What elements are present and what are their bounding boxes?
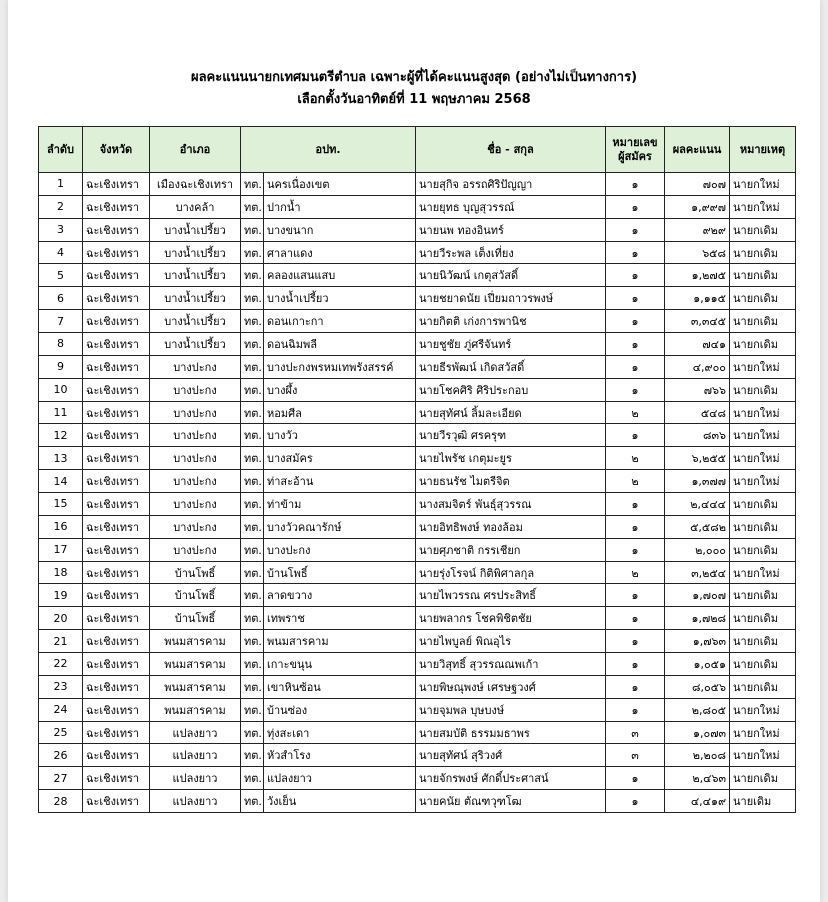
table-row bbox=[39, 195, 796, 218]
cell-org-name: พนมสารคาม bbox=[264, 630, 416, 653]
table-row bbox=[39, 241, 796, 264]
cell-no: 27 bbox=[39, 767, 83, 790]
cell-no: 28 bbox=[39, 790, 83, 813]
cell-candidate-no: ๒ bbox=[606, 561, 665, 584]
cell-person-name: นายไพบูลย์ พิณอุไร bbox=[416, 630, 606, 653]
cell-votes: ๔,๙๐๐ bbox=[665, 355, 730, 378]
cell-org-type: ทต. bbox=[241, 767, 264, 790]
cell-note: นายกเดิม bbox=[730, 333, 796, 356]
cell-org-name: บางผึ้ง bbox=[264, 378, 416, 401]
cell-org-name: ทุ่งสะเดา bbox=[264, 721, 416, 744]
cell-no: 18 bbox=[39, 561, 83, 584]
header-note: หมายเหตุ bbox=[730, 127, 796, 173]
cell-province: ฉะเชิงเทรา bbox=[83, 333, 150, 356]
cell-org-name: ศาลาแดง bbox=[264, 241, 416, 264]
cell-candidate-no: ๓ bbox=[606, 744, 665, 767]
cell-org-name: นครเนื่องเขต bbox=[264, 173, 416, 196]
cell-note: นายกเดิม bbox=[730, 310, 796, 333]
cell-votes: ๒,๒๐๘ bbox=[665, 744, 730, 767]
cell-no: 19 bbox=[39, 584, 83, 607]
table-row bbox=[39, 561, 796, 584]
cell-org-name: บางปะกง bbox=[264, 538, 416, 561]
cell-candidate-no: ๑ bbox=[606, 653, 665, 676]
cell-org-name: บ้านซ่อง bbox=[264, 698, 416, 721]
cell-person-name: นายชยาดนัย เปี่ยมถาวรพงษ์ bbox=[416, 287, 606, 310]
cell-org-name: เกาะขนุน bbox=[264, 653, 416, 676]
cell-candidate-no: ๑ bbox=[606, 767, 665, 790]
cell-votes: ๕๔๘ bbox=[665, 401, 730, 424]
cell-note: นายกใหม่ bbox=[730, 721, 796, 744]
cell-province: ฉะเชิงเทรา bbox=[83, 538, 150, 561]
cell-amphoe: บางน้ำเปรี้ยว bbox=[150, 218, 241, 241]
cell-org-type: ทต. bbox=[241, 264, 264, 287]
cell-no: 5 bbox=[39, 264, 83, 287]
cell-candidate-no: ๑ bbox=[606, 493, 665, 516]
cell-votes: ๑,๒๗๕ bbox=[665, 264, 730, 287]
cell-votes: ๑,๐๕๑ bbox=[665, 653, 730, 676]
cell-note: นายกใหม่ bbox=[730, 698, 796, 721]
table-row bbox=[39, 173, 796, 196]
cell-person-name: นายรุ่งโรจน์ กิติพิศาลกุล bbox=[416, 561, 606, 584]
cell-person-name: นายโชคศิริ ศิริประกอบ bbox=[416, 378, 606, 401]
cell-org-name: บ้านโพธิ์ bbox=[264, 561, 416, 584]
cell-note: นายกใหม่ bbox=[730, 424, 796, 447]
cell-org-name: บางขนาก bbox=[264, 218, 416, 241]
cell-no: 22 bbox=[39, 653, 83, 676]
cell-no: 9 bbox=[39, 355, 83, 378]
cell-province: ฉะเชิงเทรา bbox=[83, 584, 150, 607]
cell-province: ฉะเชิงเทรา bbox=[83, 241, 150, 264]
cell-candidate-no: ๑ bbox=[606, 173, 665, 196]
table-row bbox=[39, 310, 796, 333]
cell-amphoe: แปลงยาว bbox=[150, 721, 241, 744]
cell-amphoe: บางน้ำเปรี้ยว bbox=[150, 333, 241, 356]
cell-votes: ๗๐๗ bbox=[665, 173, 730, 196]
cell-org-type: ทต. bbox=[241, 355, 264, 378]
cell-note: นายกเดิม bbox=[730, 378, 796, 401]
cell-amphoe: บ้านโพธิ์ bbox=[150, 607, 241, 630]
cell-votes: ๘๓๖ bbox=[665, 424, 730, 447]
cell-org-type: ทต. bbox=[241, 493, 264, 516]
cell-no: 25 bbox=[39, 721, 83, 744]
cell-province: ฉะเชิงเทรา bbox=[83, 173, 150, 196]
cell-person-name: นายพลากร โชคพิชิตชัย bbox=[416, 607, 606, 630]
cell-province: ฉะเชิงเทรา bbox=[83, 630, 150, 653]
cell-person-name: นายธีรพัฒน์ เกิดสวัสดิ์ bbox=[416, 355, 606, 378]
cell-votes: ๓,๓๔๕ bbox=[665, 310, 730, 333]
cell-amphoe: แปลงยาว bbox=[150, 767, 241, 790]
table-row bbox=[39, 538, 796, 561]
cell-amphoe: บางน้ำเปรี้ยว bbox=[150, 287, 241, 310]
cell-votes: ๑,๐๗๓ bbox=[665, 721, 730, 744]
cell-note: นายกเดิม bbox=[730, 287, 796, 310]
cell-no: 12 bbox=[39, 424, 83, 447]
cell-province: ฉะเชิงเทรา bbox=[83, 653, 150, 676]
table-row bbox=[39, 447, 796, 470]
table-row bbox=[39, 218, 796, 241]
cell-votes: ๘,๐๕๖ bbox=[665, 675, 730, 698]
cell-votes: ๗๔๑ bbox=[665, 333, 730, 356]
cell-no: 7 bbox=[39, 310, 83, 333]
cell-province: ฉะเชิงเทรา bbox=[83, 698, 150, 721]
cell-person-name: นายจักรพงษ์ ศักดิ์ประศาสน์ bbox=[416, 767, 606, 790]
cell-amphoe: บางน้ำเปรี้ยว bbox=[150, 264, 241, 287]
table-row bbox=[39, 607, 796, 630]
cell-province: ฉะเชิงเทรา bbox=[83, 790, 150, 813]
cell-no: 13 bbox=[39, 447, 83, 470]
cell-candidate-no: ๑ bbox=[606, 333, 665, 356]
cell-person-name: นายศุภชาติ กรรเชียก bbox=[416, 538, 606, 561]
cell-org-type: ทต. bbox=[241, 447, 264, 470]
header-candidate-no: หมายเลข ผู้สมัคร bbox=[606, 127, 665, 173]
cell-person-name: นายวิสุทธิ์ สุวรรณณพเก้า bbox=[416, 653, 606, 676]
cell-candidate-no: ๑ bbox=[606, 790, 665, 813]
cell-amphoe: บางปะกง bbox=[150, 355, 241, 378]
cell-org-type: ทต. bbox=[241, 401, 264, 424]
cell-amphoe: บ้านโพธิ์ bbox=[150, 561, 241, 584]
cell-note: นายกเดิม bbox=[730, 675, 796, 698]
cell-note: นายกเดิม bbox=[730, 607, 796, 630]
cell-org-name: ท่าข้าม bbox=[264, 493, 416, 516]
cell-no: 1 bbox=[39, 173, 83, 196]
cell-amphoe: บางน้ำเปรี้ยว bbox=[150, 310, 241, 333]
cell-amphoe: บางน้ำเปรี้ยว bbox=[150, 241, 241, 264]
table-row bbox=[39, 264, 796, 287]
table-row bbox=[39, 721, 796, 744]
cell-amphoe: พนมสารคาม bbox=[150, 675, 241, 698]
cell-candidate-no: ๑ bbox=[606, 310, 665, 333]
header-no: ลำดับ bbox=[39, 127, 83, 173]
cell-person-name: นายธนรัช ไมตรีจิต bbox=[416, 470, 606, 493]
cell-candidate-no: ๑ bbox=[606, 630, 665, 653]
cell-org-name: ดอนฉิมพลี bbox=[264, 333, 416, 356]
cell-note: นายกใหม่ bbox=[730, 173, 796, 196]
cell-candidate-no: ๑ bbox=[606, 218, 665, 241]
cell-province: ฉะเชิงเทรา bbox=[83, 424, 150, 447]
cell-province: ฉะเชิงเทรา bbox=[83, 447, 150, 470]
cell-org-type: ทต. bbox=[241, 310, 264, 333]
cell-person-name: นายชูชัย ภู่ศรีจันทร์ bbox=[416, 333, 606, 356]
cell-province: ฉะเชิงเทรา bbox=[83, 493, 150, 516]
cell-org-type: ทต. bbox=[241, 378, 264, 401]
cell-org-name: บางปะกงพรหมเทพรังสรรค์ bbox=[264, 355, 416, 378]
cell-person-name: นายไพวรรณ ศรประสิทธิ์ bbox=[416, 584, 606, 607]
cell-province: ฉะเชิงเทรา bbox=[83, 744, 150, 767]
cell-org-name: หัวสำโรง bbox=[264, 744, 416, 767]
cell-candidate-no: ๑ bbox=[606, 241, 665, 264]
table-row bbox=[39, 744, 796, 767]
cell-amphoe: บางปะกง bbox=[150, 378, 241, 401]
cell-org-name: บางสมัคร bbox=[264, 447, 416, 470]
cell-province: ฉะเชิงเทรา bbox=[83, 470, 150, 493]
cell-person-name: นายวีระพล เต็งเที่ยง bbox=[416, 241, 606, 264]
header-province: จังหวัด bbox=[83, 127, 150, 173]
cell-no: 26 bbox=[39, 744, 83, 767]
cell-note: นายกใหม่ bbox=[730, 401, 796, 424]
cell-amphoe: บางปะกง bbox=[150, 493, 241, 516]
cell-amphoe: แปลงยาว bbox=[150, 790, 241, 813]
cell-votes: ๑,๓๗๗ bbox=[665, 470, 730, 493]
table-row bbox=[39, 470, 796, 493]
table-row bbox=[39, 630, 796, 653]
cell-candidate-no: ๓ bbox=[606, 721, 665, 744]
cell-votes: ๖๕๘ bbox=[665, 241, 730, 264]
cell-person-name: นายกิตติ เก่งการพานิช bbox=[416, 310, 606, 333]
cell-note: นายกเดิม bbox=[730, 630, 796, 653]
cell-no: 3 bbox=[39, 218, 83, 241]
table-row bbox=[39, 401, 796, 424]
cell-org-type: ทต. bbox=[241, 515, 264, 538]
cell-no: 10 bbox=[39, 378, 83, 401]
cell-amphoe: บางปะกง bbox=[150, 538, 241, 561]
cell-person-name: นายสมบัติ ธรรมมธาพร bbox=[416, 721, 606, 744]
cell-note: นายกเดิม bbox=[730, 653, 796, 676]
table-row bbox=[39, 333, 796, 356]
cell-province: ฉะเชิงเทรา bbox=[83, 401, 150, 424]
cell-note: นายกเดิม bbox=[730, 493, 796, 516]
cell-org-name: บางวัว bbox=[264, 424, 416, 447]
cell-org-type: ทต. bbox=[241, 744, 264, 767]
table-row bbox=[39, 675, 796, 698]
cell-no: 14 bbox=[39, 470, 83, 493]
cell-candidate-no: ๑ bbox=[606, 378, 665, 401]
table-row bbox=[39, 424, 796, 447]
cell-amphoe: พนมสารคาม bbox=[150, 630, 241, 653]
table-body bbox=[39, 173, 796, 813]
cell-province: ฉะเชิงเทรา bbox=[83, 218, 150, 241]
cell-org-type: ทต. bbox=[241, 287, 264, 310]
cell-candidate-no: ๑ bbox=[606, 607, 665, 630]
table-row bbox=[39, 698, 796, 721]
cell-votes: ๔,๔๑๙ bbox=[665, 790, 730, 813]
cell-note: นายกใหม่ bbox=[730, 355, 796, 378]
cell-note: นายกเดิม bbox=[730, 538, 796, 561]
cell-org-type: ทต. bbox=[241, 195, 264, 218]
cell-province: ฉะเชิงเทรา bbox=[83, 607, 150, 630]
cell-no: 21 bbox=[39, 630, 83, 653]
cell-person-name: นายนพ ทองอินทร์ bbox=[416, 218, 606, 241]
cell-candidate-no: ๑ bbox=[606, 424, 665, 447]
cell-amphoe: พนมสารคาม bbox=[150, 698, 241, 721]
cell-votes: ๑,๗๐๗ bbox=[665, 584, 730, 607]
cell-candidate-no: ๑ bbox=[606, 584, 665, 607]
cell-no: 20 bbox=[39, 607, 83, 630]
table-row bbox=[39, 767, 796, 790]
cell-no: 6 bbox=[39, 287, 83, 310]
cell-org-name: ดอนเกาะกา bbox=[264, 310, 416, 333]
cell-note: นายเดิม bbox=[730, 790, 796, 813]
cell-votes: ๒,๘๐๕ bbox=[665, 698, 730, 721]
cell-no: 15 bbox=[39, 493, 83, 516]
header-name: ชื่อ - สกุล bbox=[416, 127, 606, 173]
cell-person-name: นายนิวัฒน์ เกตุสวัสดิ์ bbox=[416, 264, 606, 287]
cell-org-type: ทต. bbox=[241, 790, 264, 813]
cell-person-name: นายอิทธิพงษ์ ทองล้อม bbox=[416, 515, 606, 538]
cell-no: 8 bbox=[39, 333, 83, 356]
cell-note: นายกใหม่ bbox=[730, 470, 796, 493]
cell-amphoe: บางปะกง bbox=[150, 424, 241, 447]
cell-no: 4 bbox=[39, 241, 83, 264]
cell-province: ฉะเชิงเทรา bbox=[83, 378, 150, 401]
cell-province: ฉะเชิงเทรา bbox=[83, 195, 150, 218]
cell-no: 16 bbox=[39, 515, 83, 538]
cell-votes: ๙๒๙ bbox=[665, 218, 730, 241]
header-votes: ผลคะแนน bbox=[665, 127, 730, 173]
results-table bbox=[38, 126, 796, 813]
cell-candidate-no: ๑ bbox=[606, 698, 665, 721]
cell-province: ฉะเชิงเทรา bbox=[83, 561, 150, 584]
cell-no: 11 bbox=[39, 401, 83, 424]
cell-org-name: บางน้ำเปรี้ยว bbox=[264, 287, 416, 310]
cell-person-name: นายยุทธ บุญสุวรรณ์ bbox=[416, 195, 606, 218]
cell-candidate-no: ๒ bbox=[606, 401, 665, 424]
cell-votes: ๖,๒๕๕ bbox=[665, 447, 730, 470]
cell-org-name: ลาดขวาง bbox=[264, 584, 416, 607]
cell-votes: ๑,๑๑๕ bbox=[665, 287, 730, 310]
cell-org-type: ทต. bbox=[241, 241, 264, 264]
cell-person-name: นายคนัย ตัณฑวุฑโฒ bbox=[416, 790, 606, 813]
cell-candidate-no: ๑ bbox=[606, 515, 665, 538]
cell-note: นายกใหม่ bbox=[730, 447, 796, 470]
cell-note: นายกใหม่ bbox=[730, 195, 796, 218]
table-row bbox=[39, 515, 796, 538]
cell-org-type: ทต. bbox=[241, 470, 264, 493]
cell-org-name: เขาหินซ้อน bbox=[264, 675, 416, 698]
cell-org-name: วังเย็น bbox=[264, 790, 416, 813]
document-sheet bbox=[8, 0, 820, 902]
cell-person-name: นายจุมพล บุษบงษ์ bbox=[416, 698, 606, 721]
cell-province: ฉะเชิงเทรา bbox=[83, 675, 150, 698]
cell-votes: ๑,๙๙๗ bbox=[665, 195, 730, 218]
cell-no: 2 bbox=[39, 195, 83, 218]
cell-province: ฉะเชิงเทรา bbox=[83, 264, 150, 287]
document-subtitle: เลือกตั้งวันอาทิตย์ที่ 11 พฤษภาคม 2568 bbox=[297, 92, 531, 107]
cell-org-type: ทต. bbox=[241, 675, 264, 698]
cell-org-name: ปากน้ำ bbox=[264, 195, 416, 218]
table-row bbox=[39, 287, 796, 310]
cell-amphoe: พนมสารคาม bbox=[150, 653, 241, 676]
table-row bbox=[39, 584, 796, 607]
cell-org-type: ทต. bbox=[241, 424, 264, 447]
table-row bbox=[39, 355, 796, 378]
cell-amphoe: บางปะกง bbox=[150, 401, 241, 424]
cell-province: ฉะเชิงเทรา bbox=[83, 721, 150, 744]
cell-org-type: ทต. bbox=[241, 653, 264, 676]
cell-votes: ๑,๗๒๘ bbox=[665, 607, 730, 630]
cell-province: ฉะเชิงเทรา bbox=[83, 767, 150, 790]
cell-votes: ๑,๗๖๓ bbox=[665, 630, 730, 653]
cell-candidate-no: ๑ bbox=[606, 675, 665, 698]
table-row bbox=[39, 790, 796, 813]
table-row bbox=[39, 653, 796, 676]
cell-org-type: ทต. bbox=[241, 584, 264, 607]
header-amphoe: อำเภอ bbox=[150, 127, 241, 173]
cell-candidate-no: ๒ bbox=[606, 447, 665, 470]
cell-note: นายกใหม่ bbox=[730, 744, 796, 767]
cell-org-type: ทต. bbox=[241, 698, 264, 721]
cell-note: นายกใหม่ bbox=[730, 561, 796, 584]
cell-note: นายกเดิม bbox=[730, 584, 796, 607]
cell-candidate-no: ๑ bbox=[606, 538, 665, 561]
header-org: อปท. bbox=[241, 127, 416, 173]
cell-org-type: ทต. bbox=[241, 630, 264, 653]
cell-candidate-no: ๑ bbox=[606, 287, 665, 310]
cell-org-type: ทต. bbox=[241, 607, 264, 630]
cell-no: 17 bbox=[39, 538, 83, 561]
cell-candidate-no: ๑ bbox=[606, 264, 665, 287]
cell-province: ฉะเชิงเทรา bbox=[83, 355, 150, 378]
cell-votes: ๒,๔๔๔ bbox=[665, 493, 730, 516]
cell-candidate-no: ๒ bbox=[606, 470, 665, 493]
cell-person-name: นายสุทัศน์ สุริวงศ์ bbox=[416, 744, 606, 767]
cell-no: 24 bbox=[39, 698, 83, 721]
cell-org-type: ทต. bbox=[241, 173, 264, 196]
cell-province: ฉะเชิงเทรา bbox=[83, 310, 150, 333]
cell-org-name: บางวัวคณารักษ์ bbox=[264, 515, 416, 538]
cell-note: นายกเดิม bbox=[730, 241, 796, 264]
document-title: ผลคะแนนนายกเทศมนตรีตำบล เฉพาะผู้ที่ได้คะแนนสูงสุด (อย่างไม่เป็นทางการ) bbox=[190, 70, 638, 85]
cell-amphoe: แปลงยาว bbox=[150, 744, 241, 767]
cell-org-name: แปลงยาว bbox=[264, 767, 416, 790]
cell-org-type: ทต. bbox=[241, 721, 264, 744]
cell-person-name: นางสมจิตร์ พันธุ์สุวรรณ bbox=[416, 493, 606, 516]
cell-note: นายกเดิม bbox=[730, 515, 796, 538]
cell-org-name: เทพราช bbox=[264, 607, 416, 630]
cell-note: นายกเดิม bbox=[730, 218, 796, 241]
cell-amphoe: บางปะกง bbox=[150, 515, 241, 538]
cell-no: 23 bbox=[39, 675, 83, 698]
cell-org-name: ท่าสะอ้าน bbox=[264, 470, 416, 493]
cell-org-type: ทต. bbox=[241, 218, 264, 241]
cell-org-name: คลองแสนแสบ bbox=[264, 264, 416, 287]
cell-province: ฉะเชิงเทรา bbox=[83, 287, 150, 310]
cell-votes: ๒,๐๐๐ bbox=[665, 538, 730, 561]
cell-person-name: นายวีรวุฒิ ศรครุฑ bbox=[416, 424, 606, 447]
table-row bbox=[39, 493, 796, 516]
cell-candidate-no: ๑ bbox=[606, 355, 665, 378]
cell-person-name: นายไพรัช เกตุมะยูร bbox=[416, 447, 606, 470]
table-row bbox=[39, 378, 796, 401]
cell-votes: ๓,๒๕๔ bbox=[665, 561, 730, 584]
cell-note: นายกเดิม bbox=[730, 264, 796, 287]
cell-amphoe: บางคล้า bbox=[150, 195, 241, 218]
cell-org-type: ทต. bbox=[241, 561, 264, 584]
cell-votes: ๗๖๖ bbox=[665, 378, 730, 401]
cell-amphoe: เมืองฉะเชิงเทรา bbox=[150, 173, 241, 196]
cell-person-name: นายพิษณุพงษ์ เศรษฐวงศ์ bbox=[416, 675, 606, 698]
cell-province: ฉะเชิงเทรา bbox=[83, 515, 150, 538]
cell-person-name: นายสุกิจ อรรถศิริปัญญา bbox=[416, 173, 606, 196]
cell-votes: ๕,๕๘๒ bbox=[665, 515, 730, 538]
cell-candidate-no: ๑ bbox=[606, 195, 665, 218]
cell-amphoe: บางปะกง bbox=[150, 447, 241, 470]
cell-votes: ๒,๔๖๓ bbox=[665, 767, 730, 790]
cell-org-type: ทต. bbox=[241, 538, 264, 561]
cell-amphoe: บ้านโพธิ์ bbox=[150, 584, 241, 607]
cell-org-type: ทต. bbox=[241, 333, 264, 356]
table-header-row bbox=[39, 127, 796, 173]
cell-note: นายกเดิม bbox=[730, 767, 796, 790]
cell-person-name: นายสุทัศน์ ลิ้มละเอียด bbox=[416, 401, 606, 424]
cell-amphoe: บางปะกง bbox=[150, 470, 241, 493]
cell-org-name: หอมศีล bbox=[264, 401, 416, 424]
